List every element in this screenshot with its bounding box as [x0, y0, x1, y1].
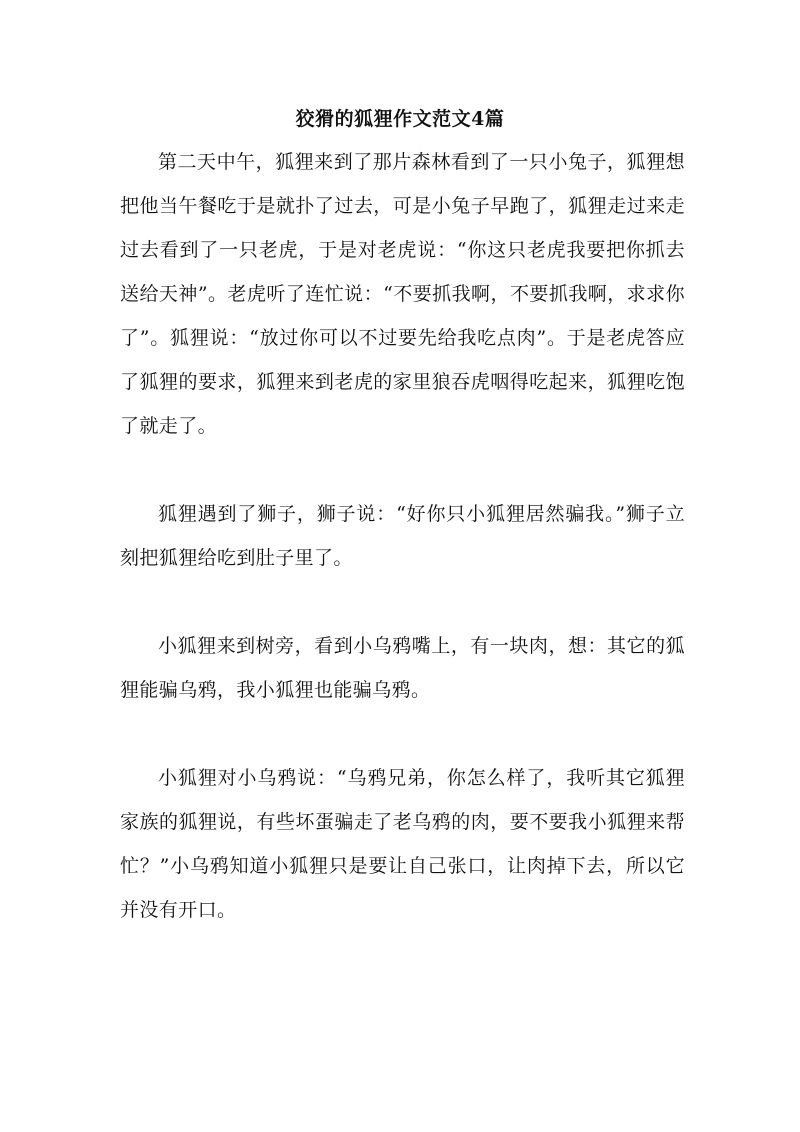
- paragraph-4: 小狐狸对小乌鸦说：“乌鸦兄弟，你怎么样了，我听其它狐狸家族的狐狸说，有些坏蛋骗走了老乌鸦的肉，要不要我小狐狸来帮忙？”小乌鸦知道小狐狸只是要让自己张口，让肉掉下去，所以它并没有开口。: [120, 767, 685, 921]
- paragraph-2: 狐狸遇到了狮子，狮子说：“好你只小狐狸居然骗我。”狮子立刻把狐狸给吃到肚子里了。: [120, 503, 685, 569]
- paragraph-1: 第二天中午，狐狸来到了那片森林看到了一只小兔子，狐狸想把他当午餐吃于是就扑了过去，可是小兔子早跑了，狐狸走过来走过去看到了一只老虎，于是对老虎说：“你这只老虎我要把你抓去送给天神”。老虎听了连忙说：“不要抓我啊，不要抓我啊，求求你了”。狐狸说：“放过你可以不过要先给我吃点肉”。于是老虎答应了狐狸的要求，狐狸来到老虎的家里狼吞虎咽得吃起来，狐狸吃饱了就走了。: [120, 151, 685, 437]
- paragraph-3: 小狐狸来到树旁，看到小乌鸦嘴上，有一块肉，想：其它的狐狸能骗乌鸦，我小狐狸也能骗乌鸦。: [120, 635, 685, 701]
- document-body: [120, 140, 685, 932]
- document-title: 狡猾的狐狸作文范文4篇: [295, 108, 505, 130]
